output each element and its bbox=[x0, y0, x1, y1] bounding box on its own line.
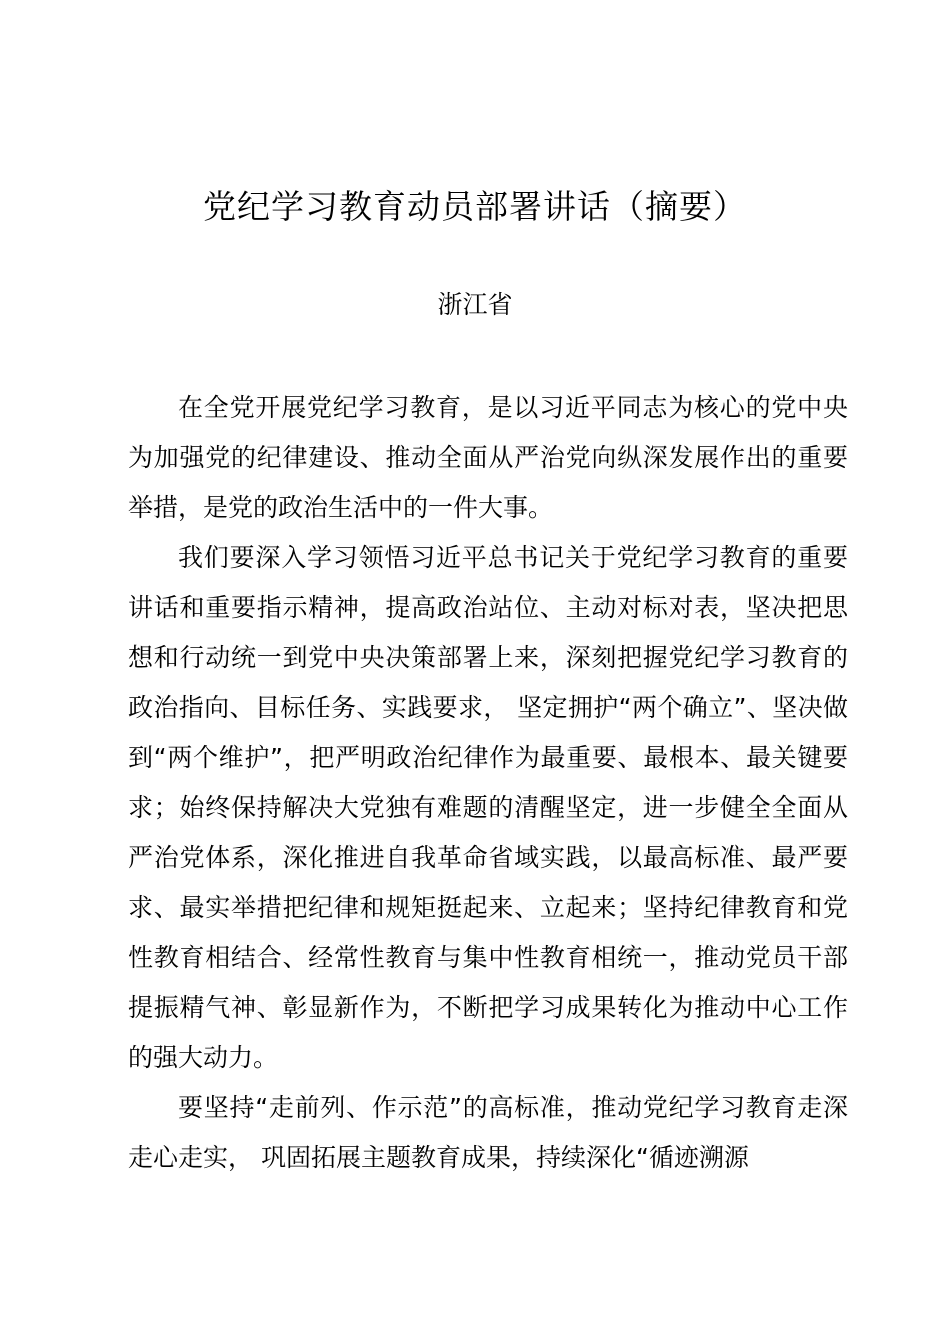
document-title: 党纪学习教育动员部署讲话（摘要） bbox=[203, 187, 747, 226]
body-paragraph: 在全党开展党纪学习教育，是以习近平同志为核心的党中央为加强党的纪律建设、推动全面从严治党向纵深发展作出的重要举措，是党的政治生活中的一件大事。 bbox=[128, 393, 848, 522]
body-paragraph: 我们要深入学习领悟习近平总书记关于党纪学习教育的重要讲话和重要指示精神，提高政治站位、主动对标对表，坚决把思想和行动统一到党中央决策部署上来，深刻把握党纪学习教育的政治指向、目标任务、实践要求， 坚定拥护“两个确立”、坚决做到“两个维护”，把严明政治纪律作为最重要、最根本、最关键要求；始终保持解决大党独有难题的清醒坚定，进一步健全全面从严治党体系，深化推进自我革命省域实践，以最高标准、最严要求、最实举措把纪律和规矩挺起来、立起来；坚持纪律教育和党性教育相结合、经常性教育与集中性教育相统一，推动党员干部提振精气神、彰显新作为，不断把学习成果转化为推动中心工作的强大动力。 bbox=[128, 543, 848, 1072]
body-paragraph: 要坚持“走前列、作示范”的高标准，推动党纪学习教育走深走心走实， 巩固拓展主题教育成果，持续深化“循迹溯源 bbox=[128, 1093, 848, 1172]
document-body bbox=[128, 383, 848, 1183]
document-author: 浙江省 bbox=[437, 290, 513, 319]
